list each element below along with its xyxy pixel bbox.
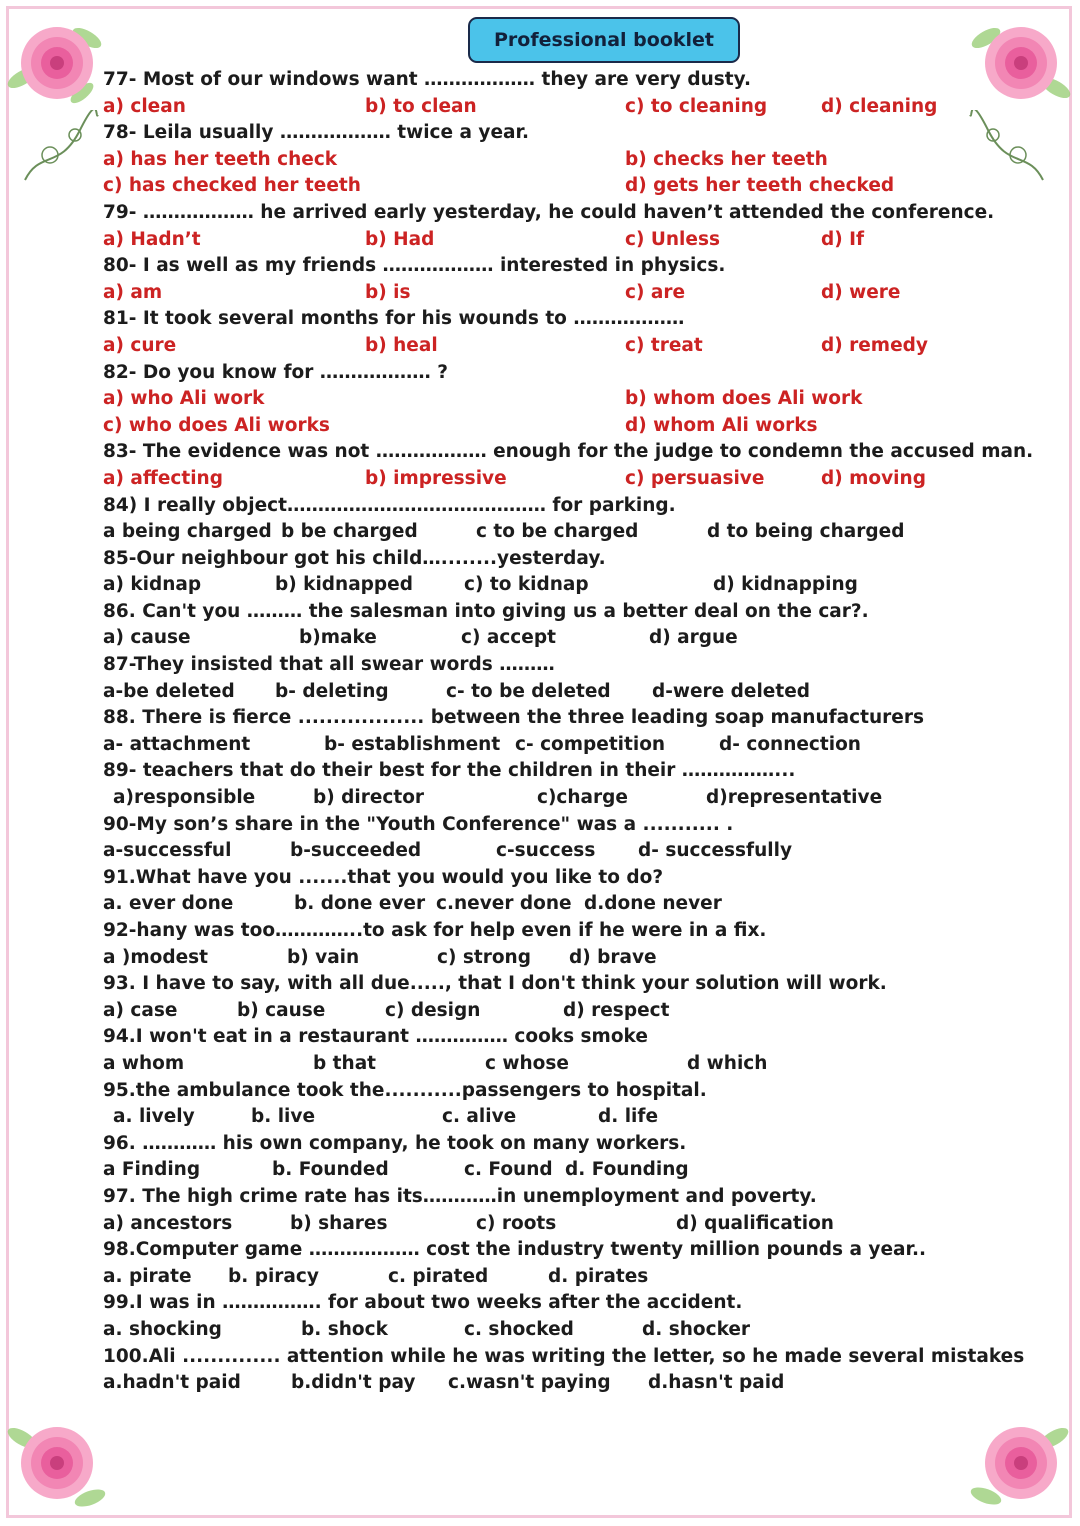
option-a: a )modest (103, 946, 209, 968)
option-b: b) cause (237, 999, 326, 1021)
option-row (103, 1211, 983, 1238)
option-a: a) affecting (103, 467, 223, 489)
option-b: b) impressive (365, 467, 507, 489)
option-c: c) Unless (625, 228, 720, 250)
option-c: c) persuasive (625, 467, 765, 489)
option-row (103, 227, 983, 254)
option-b: b that (313, 1052, 377, 1074)
question-text: 96. ………… his own company, he took on many workers. (103, 1132, 687, 1154)
option-c: c) has checked her teeth (103, 175, 361, 197)
option-c: c. shocked (464, 1318, 574, 1340)
option-d: d) brave (569, 946, 657, 968)
option-c: c.never done (436, 893, 572, 915)
option-d: d which (687, 1052, 768, 1074)
option-b: b) to clean (365, 95, 477, 117)
question-text: 97. The high crime rate has its…………in unemployment and poverty. (103, 1185, 817, 1207)
option-b: b) is (365, 281, 411, 303)
option-a: a. pirate (103, 1265, 192, 1287)
question-stem (103, 120, 983, 147)
question-stem (103, 1344, 1025, 1371)
question-stem (103, 439, 1034, 466)
question-text: 95.the ambulance took the...........passengers to hospital. (103, 1079, 707, 1101)
option-d: d) moving (821, 467, 926, 489)
option-b: b) director (313, 787, 425, 809)
rose-decoration-top-left (2, 8, 112, 118)
question-text: 84) I really object…………………………………… for parking. (103, 494, 676, 516)
option-row (103, 1370, 983, 1397)
option-row (103, 679, 983, 706)
option-c: c) strong (437, 946, 531, 968)
option-d: d) qualification (676, 1212, 834, 1234)
question-text: 90-My son’s share in the "Youth Conference" was a ........... . (103, 813, 734, 835)
option-d: d) respect (563, 999, 670, 1021)
option-b: b. shock (301, 1318, 388, 1340)
question-stem (103, 67, 983, 94)
option-a: a Finding (103, 1159, 201, 1181)
option-d: d)representative (706, 787, 883, 809)
question-text: 83- The evidence was not ……………… enough for the judge to condemn the accused man. (103, 441, 1034, 463)
option-d: d- successfully (638, 840, 793, 862)
question-stem (103, 1184, 983, 1211)
question-stem (103, 1131, 983, 1158)
option-b: b- deleting (275, 680, 389, 702)
option-row (103, 466, 983, 493)
option-a: a) ancestors (103, 1212, 233, 1234)
option-a: a) clean (103, 95, 186, 117)
question-stem (103, 360, 983, 387)
question-stem (103, 200, 995, 227)
option-c: c- to be deleted (446, 680, 611, 702)
question-stem (103, 493, 983, 520)
question-text: 92-hany was too…………..to ask for help even if he were in a fix. (103, 920, 767, 941)
option-c: c) treat (625, 334, 703, 356)
option-d: d.done never (584, 893, 722, 915)
question-text: 89- teachers that do their best for the children in their ……………... (103, 760, 796, 782)
option-d: d. pirates (548, 1265, 649, 1287)
option-c: c) design (385, 999, 481, 1021)
option-row (103, 94, 983, 121)
question-stem (103, 971, 983, 998)
option-b: b) kidnapped (275, 574, 413, 596)
option-a: a) has her teeth check (103, 148, 338, 170)
option-b: b. done ever (294, 893, 426, 915)
question-stem (103, 918, 983, 945)
question-stem (103, 758, 983, 785)
option-row (103, 147, 983, 174)
option-c: c. pirated (388, 1265, 489, 1287)
option-a: a. shocking (103, 1318, 222, 1340)
option-d: d-were deleted (652, 680, 810, 702)
option-b: b) vain (287, 946, 360, 968)
option-a: a- attachment (103, 733, 251, 755)
option-b: b.didn't pay (291, 1372, 416, 1394)
option-b: b)make (299, 627, 377, 649)
option-d: d) kidnapping (713, 574, 858, 596)
page-title: Professional booklet (468, 17, 740, 63)
option-row (103, 785, 983, 812)
option-d: d- connection (719, 733, 861, 755)
option-d: d) remedy (821, 334, 928, 356)
option-d: d) cleaning (821, 95, 938, 117)
question-text: 78- Leila usually ……………… twice a year. (103, 122, 530, 144)
option-row (103, 280, 983, 307)
option-row (103, 891, 983, 918)
option-row (103, 945, 983, 972)
question-text: 82- Do you know for ……………… ? (103, 361, 448, 383)
option-a: a being charged (103, 521, 272, 543)
option-b: b be charged (281, 521, 418, 543)
question-stem (103, 599, 983, 626)
question-text: 100.Ali .............. attention while he was writing the letter, so he made several mistakes (103, 1345, 1025, 1367)
option-d: d. shocker (642, 1318, 751, 1340)
option-a: a) cause (103, 627, 191, 649)
option-c: c) to kidnap (464, 574, 589, 596)
option-row (103, 1157, 983, 1184)
question-text: 87-They insisted that all swear words ……… (103, 654, 555, 676)
option-b: b) shares (290, 1212, 388, 1234)
question-stem (103, 253, 983, 280)
option-d: d. life (598, 1106, 658, 1128)
option-b: b- establishment (324, 733, 501, 755)
option-d: d) argue (649, 627, 738, 649)
question-stem (103, 546, 983, 573)
question-list (103, 67, 1034, 1397)
option-a: a) cure (103, 334, 177, 356)
option-b: b) heal (365, 334, 438, 356)
option-d: d) If (821, 228, 865, 250)
option-a: a-be deleted (103, 680, 235, 702)
option-c: c) accept (461, 627, 556, 649)
question-text: 80- I as well as my friends ……………… interested in physics. (103, 255, 726, 277)
option-d: d) whom Ali works (625, 414, 818, 436)
option-b: b. Founded (272, 1159, 389, 1181)
option-row (103, 1317, 983, 1344)
question-text: 86. Can't you ……… the salesman into giving us a better deal on the car?. (103, 600, 869, 622)
question-text: 79- ……………… he arrived early yesterday, he could haven’t attended the conference. (103, 201, 995, 223)
question-text: 98.Computer game ……………… cost the industry twenty million pounds a year.. (103, 1239, 927, 1261)
question-stem (103, 652, 983, 679)
option-a: a-successful (103, 840, 232, 862)
option-a: a) case (103, 999, 178, 1021)
option-b: b) checks her teeth (625, 148, 828, 170)
option-c: c) to cleaning (625, 95, 768, 117)
option-row (103, 1051, 983, 1078)
option-a: a. lively (113, 1106, 195, 1128)
option-d: d) were (821, 281, 901, 303)
option-c: c whose (485, 1052, 569, 1074)
question-text: 81- It took several months for his wounds to ……………… (103, 308, 685, 330)
question-stem (103, 306, 983, 333)
option-b: b) whom does Ali work (625, 388, 863, 410)
option-b: b. piracy (228, 1265, 319, 1287)
question-text: 77- Most of our windows want ……………… they are very dusty. (103, 69, 752, 90)
option-a: a. ever done (103, 893, 234, 915)
question-stem (103, 1290, 983, 1317)
option-row (103, 386, 983, 413)
option-c: c. alive (442, 1106, 517, 1128)
question-text: 85-Our neighbour got his child…........yesterday. (103, 547, 606, 569)
option-a: a) Hadn’t (103, 228, 201, 250)
option-row (103, 519, 983, 546)
question-text: 99.I was in ……………. for about two weeks after the accident. (103, 1292, 743, 1314)
option-b: b-succeeded (290, 840, 422, 862)
question-stem (103, 865, 983, 892)
question-stem (103, 1024, 983, 1051)
option-c: c) are (625, 281, 686, 303)
option-row (103, 732, 983, 759)
option-d: d to being charged (707, 521, 905, 543)
option-d: d.hasn't paid (648, 1372, 785, 1394)
option-c: c- competition (515, 733, 666, 755)
option-d: d. Founding (565, 1159, 689, 1181)
option-a: a.hadn't paid (103, 1372, 241, 1394)
question-stem (103, 812, 983, 839)
option-row (103, 173, 983, 200)
question-stem (103, 705, 983, 732)
question-text: 93. I have to say, with all due....., that I don't think your solution will work. (103, 973, 887, 995)
option-c: c to be charged (476, 521, 639, 543)
option-c: c.wasn't paying (448, 1372, 611, 1394)
vine-decoration-left (20, 110, 100, 190)
rose-decoration-bottom-right (966, 1408, 1076, 1518)
option-a: a)responsible (113, 787, 256, 809)
option-a: a) kidnap (103, 574, 202, 596)
question-text: 94.I won't eat in a restaurant …………… cooks smoke (103, 1026, 648, 1048)
option-a: a whom (103, 1052, 185, 1074)
question-stem (103, 1078, 983, 1105)
option-c: c)charge (537, 787, 628, 809)
option-row (103, 1264, 983, 1291)
option-row (103, 998, 983, 1025)
option-c: c) who does Ali works (103, 414, 330, 436)
option-row (103, 572, 983, 599)
option-row (103, 413, 983, 440)
option-row (103, 333, 983, 360)
option-c: c. Found (464, 1159, 553, 1181)
question-text: 91.What have you .......that you would you like to do? (103, 866, 664, 888)
option-c: c-success (496, 840, 596, 862)
option-row (103, 625, 983, 652)
option-a: a) am (103, 281, 163, 303)
option-row (103, 1104, 983, 1131)
option-b: b. live (251, 1106, 316, 1128)
option-b: b) Had (365, 228, 435, 250)
question-stem (103, 1237, 983, 1264)
rose-decoration-bottom-left (2, 1408, 112, 1518)
option-d: d) gets her teeth checked (625, 175, 895, 197)
question-text: 88. There is fierce .................. between the three leading soap manufacturers (103, 707, 924, 729)
option-c: c) roots (476, 1212, 557, 1234)
option-a: a) who Ali work (103, 388, 265, 410)
option-row (103, 838, 983, 865)
